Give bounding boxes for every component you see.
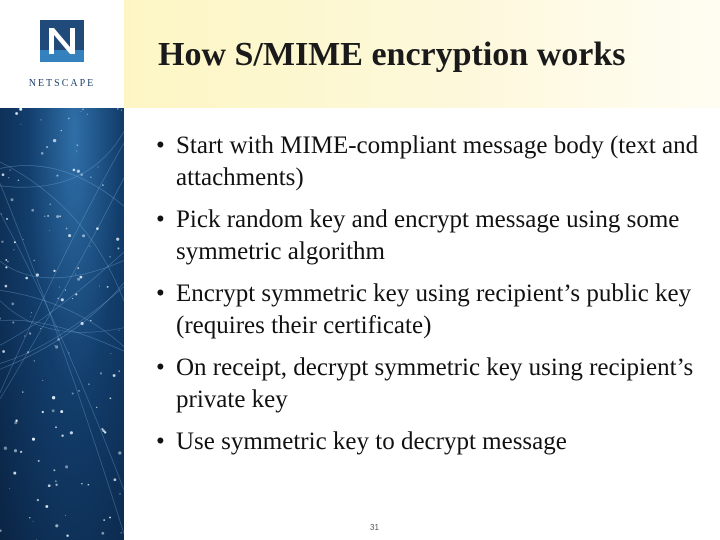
bullet-item	[156, 278, 706, 342]
star	[0, 529, 2, 531]
star	[41, 152, 44, 155]
star	[33, 260, 35, 262]
star	[61, 130, 63, 132]
bullet-dot-icon: •	[156, 132, 165, 159]
star	[77, 170, 80, 173]
star	[49, 230, 50, 231]
star	[11, 198, 14, 201]
star	[6, 218, 8, 220]
star	[82, 109, 83, 110]
star	[119, 330, 120, 331]
logo-area	[0, 0, 124, 108]
star	[7, 261, 8, 262]
star	[9, 488, 10, 489]
star	[88, 383, 90, 385]
star	[14, 241, 16, 243]
star	[59, 287, 60, 288]
map-line	[0, 132, 124, 188]
bullet-dot-icon: •	[156, 354, 165, 381]
star	[55, 524, 58, 527]
star	[76, 144, 78, 146]
star	[55, 484, 57, 486]
star	[100, 372, 102, 374]
star	[20, 124, 21, 125]
star	[96, 407, 97, 408]
star	[103, 519, 105, 521]
star	[56, 215, 59, 218]
star	[77, 267, 79, 269]
map-line	[0, 166, 124, 207]
star	[2, 173, 5, 176]
star	[117, 108, 119, 110]
star	[18, 180, 20, 182]
map-line	[0, 162, 124, 301]
star	[114, 478, 117, 481]
star	[34, 360, 35, 361]
bullet-dot-icon: •	[156, 206, 165, 233]
star	[65, 290, 66, 291]
star	[5, 266, 7, 268]
star	[60, 410, 63, 413]
star	[77, 278, 80, 281]
star	[55, 480, 57, 482]
star	[121, 110, 122, 111]
star	[44, 216, 45, 217]
star	[116, 238, 119, 241]
star	[57, 338, 60, 341]
star	[53, 270, 55, 272]
star	[110, 353, 111, 354]
star	[87, 114, 88, 115]
star	[102, 430, 105, 433]
star	[31, 312, 32, 313]
star	[119, 493, 120, 494]
star	[27, 351, 29, 353]
bullet-text: On receipt, decrypt symmetric key using recipient’s private key	[176, 354, 694, 413]
star	[54, 345, 55, 346]
star	[56, 175, 58, 177]
star	[72, 392, 74, 394]
star	[5, 285, 8, 288]
star	[46, 146, 48, 148]
star	[90, 320, 91, 321]
star	[102, 184, 104, 186]
star	[1, 213, 2, 214]
star	[101, 532, 104, 535]
star	[42, 380, 43, 381]
bullet-text: Encrypt symmetric key using recipient’s public key (requires their certificate)	[176, 280, 692, 339]
star	[24, 335, 26, 337]
bullet-item	[156, 352, 706, 416]
star	[68, 234, 71, 237]
star	[8, 177, 9, 178]
star	[66, 228, 68, 230]
netscape-wordmark: NETSCAPE	[28, 78, 96, 89]
star	[5, 259, 7, 261]
bullet-text: Use symmetric key to decrypt message	[176, 428, 567, 455]
star	[40, 328, 41, 329]
star	[52, 396, 55, 399]
star	[20, 451, 22, 453]
star	[38, 460, 40, 462]
star	[42, 411, 44, 413]
star	[82, 234, 85, 237]
star	[29, 517, 30, 518]
star	[107, 286, 109, 288]
map-line	[0, 183, 124, 534]
map-line	[0, 261, 124, 278]
star	[29, 332, 31, 334]
star	[48, 484, 51, 487]
bullet-dot-icon: •	[156, 428, 165, 455]
map-line	[0, 178, 124, 399]
star	[22, 391, 23, 392]
bullet-item	[156, 426, 706, 458]
star	[37, 499, 39, 501]
star	[25, 277, 28, 280]
star	[32, 438, 35, 441]
star	[109, 517, 111, 519]
star	[113, 374, 116, 377]
star	[96, 227, 99, 230]
star	[110, 397, 112, 399]
star	[65, 465, 68, 468]
star	[75, 273, 76, 274]
star	[41, 119, 42, 120]
star	[65, 515, 66, 516]
star	[1, 241, 3, 243]
star	[80, 173, 83, 176]
star	[30, 316, 31, 317]
star	[97, 166, 98, 167]
star	[15, 420, 17, 422]
star	[99, 285, 100, 286]
star	[4, 447, 7, 450]
star	[68, 352, 69, 353]
star	[118, 370, 120, 372]
star	[61, 435, 63, 437]
star	[33, 521, 34, 522]
star	[15, 112, 18, 115]
star	[55, 345, 58, 348]
star	[68, 118, 70, 120]
star	[70, 431, 73, 434]
star	[14, 449, 17, 452]
star	[49, 203, 51, 205]
star	[55, 426, 57, 428]
star	[57, 298, 59, 300]
netscape-n-icon	[40, 20, 84, 62]
bullet-item	[156, 204, 706, 268]
star	[66, 534, 68, 536]
star	[72, 298, 73, 299]
star	[10, 170, 11, 171]
bullet-dot-icon: •	[156, 280, 165, 307]
star	[88, 484, 90, 486]
star	[53, 469, 55, 471]
slide-title: How S/MIME encryption works	[158, 36, 626, 73]
bullet-item	[156, 130, 706, 194]
star	[90, 177, 91, 178]
star	[89, 246, 90, 247]
star	[81, 322, 84, 325]
star	[73, 169, 76, 172]
map-line	[0, 320, 124, 351]
star	[117, 247, 119, 249]
star	[23, 239, 24, 240]
star	[45, 505, 48, 508]
map-line	[0, 283, 124, 370]
star	[80, 276, 83, 279]
star	[13, 249, 14, 250]
star	[31, 209, 34, 212]
star	[109, 256, 110, 257]
star	[75, 293, 77, 295]
star	[52, 409, 55, 412]
star	[11, 303, 14, 306]
star	[2, 350, 5, 353]
star	[76, 150, 77, 151]
star	[118, 451, 121, 454]
star	[120, 532, 121, 533]
star	[81, 111, 82, 112]
star	[47, 215, 49, 217]
page-number: 31	[370, 523, 379, 532]
star	[78, 390, 79, 391]
star	[59, 215, 61, 217]
bullet-text: Start with MIME-compliant message body (text and attachments)	[176, 132, 699, 191]
star	[61, 298, 64, 301]
star	[0, 318, 1, 320]
bullet-list	[156, 130, 706, 468]
star	[53, 139, 56, 142]
star	[81, 483, 82, 484]
star	[13, 472, 16, 475]
star	[36, 273, 39, 276]
bullet-text: Pick random key and encrypt message using some symmetric algorithm	[176, 206, 680, 265]
star	[12, 322, 14, 324]
star	[19, 108, 22, 111]
